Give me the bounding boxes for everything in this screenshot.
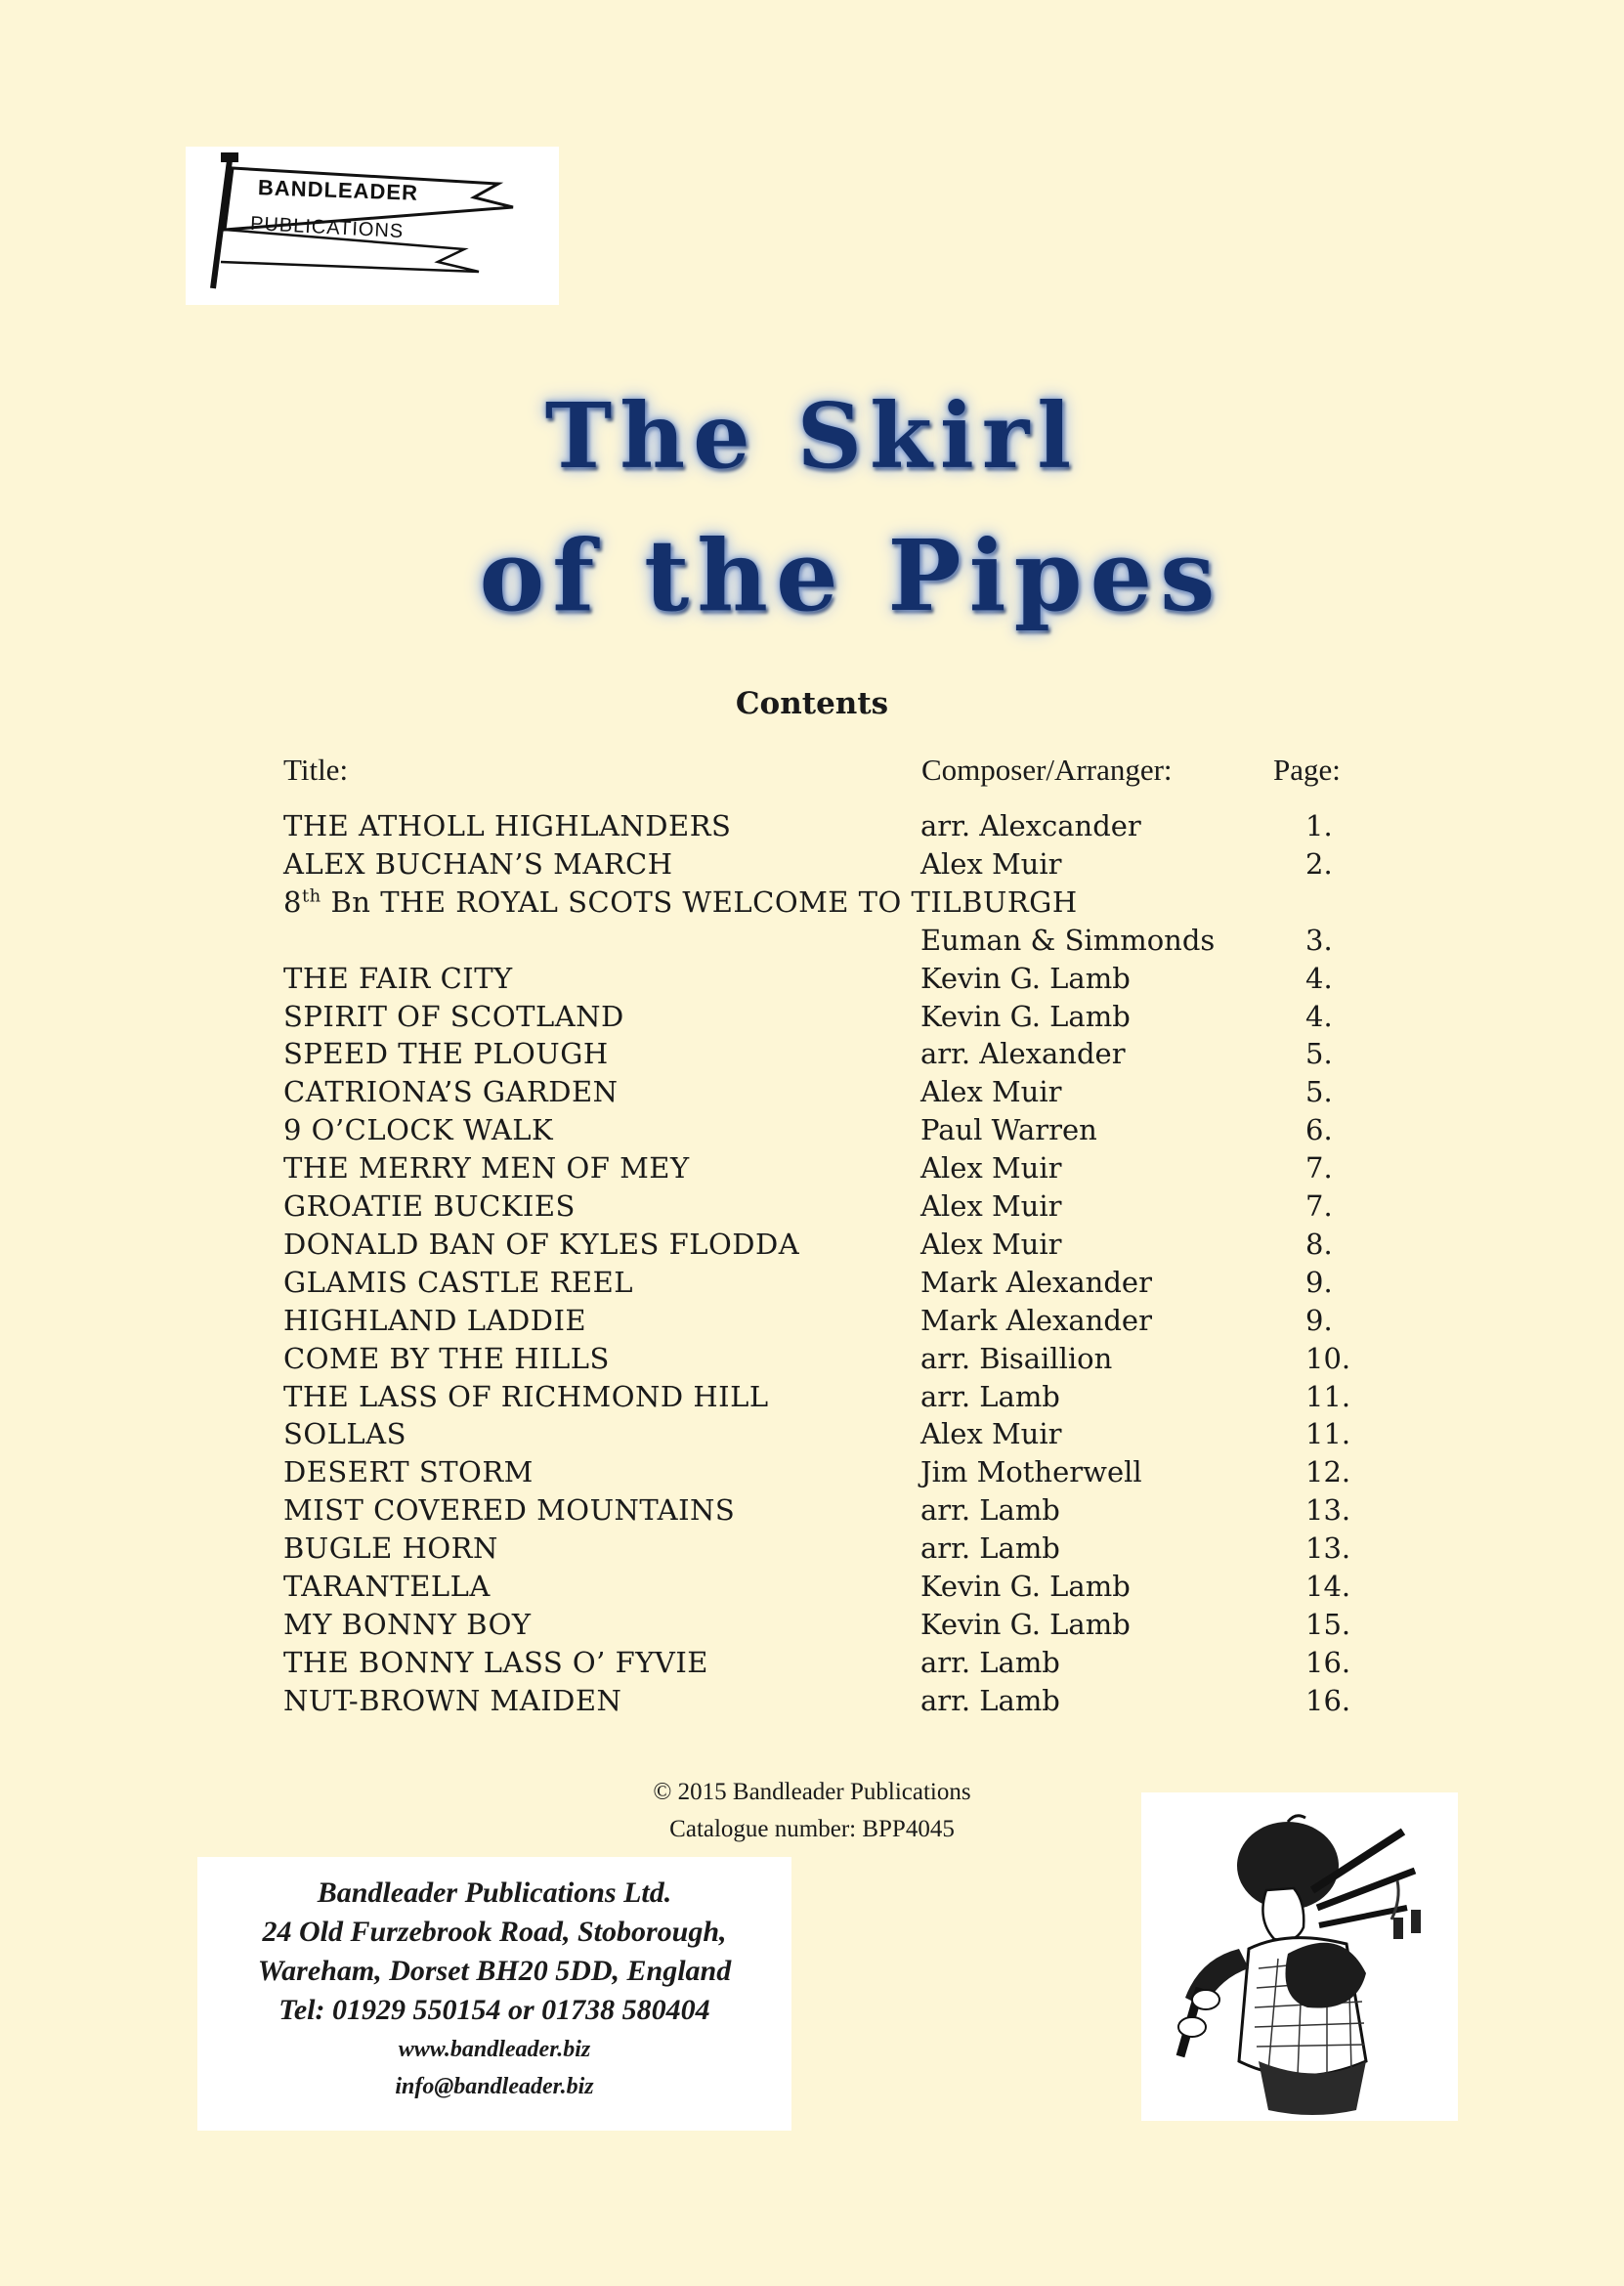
row-page: 10. — [1305, 1341, 1351, 1375]
row-page: 7. — [1305, 1151, 1333, 1186]
book-title-line-1: The Skirl — [544, 383, 1080, 489]
row-composer: Kevin G. Lamb — [920, 1570, 1131, 1603]
column-header-composer: Composer/Arranger: — [921, 753, 1173, 787]
row-composer: arr. Lamb — [920, 1683, 1060, 1717]
row-page: 13. — [1305, 1493, 1351, 1528]
row-title: HIGHLAND LADDIE — [283, 1303, 587, 1337]
table-row — [0, 924, 1624, 962]
row-composer: arr. Lamb — [920, 1645, 1060, 1679]
email-link[interactable]: info@bandleader.biz — [395, 2074, 594, 2099]
row-composer: Alex Muir — [920, 1417, 1062, 1451]
table-row — [0, 847, 1624, 885]
row-title: SOLLAS — [283, 1417, 406, 1451]
row-page: 15. — [1305, 1607, 1351, 1641]
row-title: THE LASS OF RICHMOND HILL — [283, 1379, 769, 1413]
row-page: 8. — [1305, 1227, 1333, 1261]
publisher-address-box — [197, 1857, 791, 2131]
row-title: THE FAIR CITY — [283, 961, 513, 995]
address-city: Wareham, Dorset BH20 5DD, England — [257, 1955, 732, 1987]
table-row — [0, 1266, 1624, 1304]
row-page: 16. — [1305, 1645, 1351, 1679]
row-composer: Alex Muir — [920, 846, 1062, 881]
row-page: 4. — [1305, 961, 1333, 995]
address-telephone: Tel: 01929 550154 or 01738 580404 — [278, 1994, 710, 2026]
row-page: 5. — [1305, 1075, 1333, 1109]
row-page: 9. — [1305, 1303, 1333, 1337]
row-composer: arr. Alexcander — [920, 809, 1141, 842]
table-row — [0, 1608, 1624, 1646]
row-composer: Paul Warren — [920, 1113, 1097, 1147]
row-title: DONALD BAN OF KYLES FLODDA — [283, 1227, 800, 1261]
row-composer: arr. Lamb — [920, 1531, 1060, 1566]
row-composer: arr. Lamb — [920, 1493, 1060, 1528]
row-page: 4. — [1305, 999, 1333, 1033]
table-row — [0, 885, 1624, 924]
row-title: GLAMIS CASTLE REEL — [283, 1265, 634, 1299]
row-title: MY BONNY BOY — [283, 1607, 532, 1641]
table-row — [0, 1455, 1624, 1493]
row-title: GROATIE BUCKIES — [283, 1189, 576, 1223]
row-page: 16. — [1305, 1683, 1351, 1717]
row-title: CATRIONA’S GARDEN — [283, 1075, 619, 1109]
column-header-title: Title: — [283, 753, 349, 787]
bagpiper-illustration — [1141, 1792, 1458, 2121]
row-title: NUT-BROWN MAIDEN — [283, 1683, 622, 1717]
row-page: 2. — [1305, 846, 1333, 881]
table-row — [0, 1189, 1624, 1228]
website-link[interactable]: www.bandleader.biz — [398, 2037, 591, 2062]
contents-heading: Contents — [735, 686, 889, 721]
row-composer: Kevin G. Lamb — [920, 1607, 1131, 1641]
row-page: 3. — [1305, 923, 1333, 957]
table-row — [0, 1113, 1624, 1151]
row-page: 7. — [1305, 1189, 1333, 1223]
table-row — [0, 1228, 1624, 1266]
table-row — [0, 1075, 1624, 1113]
row-composer: Alex Muir — [920, 1227, 1062, 1261]
row-page: 5. — [1305, 1037, 1333, 1071]
row-title: ALEX BUCHAN’S MARCH — [283, 846, 673, 881]
row-title: TARANTELLA — [283, 1570, 491, 1603]
table-row — [0, 1380, 1624, 1418]
row-composer: Euman & Simmonds — [920, 923, 1216, 957]
row-composer: arr. Bisaillion — [920, 1341, 1113, 1375]
row-composer: Alex Muir — [920, 1151, 1062, 1186]
row-title: MIST COVERED MOUNTAINS — [283, 1493, 736, 1528]
row-composer: Mark Alexander — [920, 1265, 1152, 1299]
company-name: Bandleader Publications Ltd. — [317, 1876, 672, 1909]
row-composer: Kevin G. Lamb — [920, 961, 1131, 995]
table-row — [0, 1531, 1624, 1570]
row-title: DESERT STORM — [283, 1455, 534, 1489]
row-title: THE ATHOLL HIGHLANDERS — [283, 809, 732, 842]
row-title: SPIRIT OF SCOTLAND — [283, 999, 624, 1033]
row-title: COME BY THE HILLS — [283, 1341, 610, 1375]
row-page: 1. — [1305, 809, 1333, 842]
row-page: 14. — [1305, 1570, 1351, 1603]
ordinal-superscript: th — [301, 885, 321, 907]
table-row — [0, 1417, 1624, 1455]
table-row — [0, 1342, 1624, 1380]
table-row — [0, 1493, 1624, 1531]
table-row — [0, 809, 1624, 847]
row-page: 9. — [1305, 1265, 1333, 1299]
row-page: 12. — [1305, 1455, 1351, 1489]
row-composer: arr. Lamb — [920, 1379, 1060, 1413]
row-composer: Alex Muir — [920, 1189, 1062, 1223]
row-page: 11. — [1305, 1417, 1351, 1451]
logo-line-1: BANDLEADER — [257, 175, 419, 205]
logo-line-2: PUBLICATIONS — [249, 212, 405, 243]
address-street: 24 Old Furzebrook Road, Stoborough, — [262, 1916, 727, 1948]
row-title: THE MERRY MEN OF MEY — [283, 1151, 690, 1186]
row-composer: Kevin G. Lamb — [920, 999, 1131, 1033]
row-page: 11. — [1305, 1379, 1351, 1413]
row-page: 13. — [1305, 1531, 1351, 1566]
row-title: SPEED THE PLOUGH — [283, 1037, 609, 1071]
book-title-line-2: of the Pipes — [479, 518, 1223, 633]
row-composer: Jim Motherwell — [920, 1455, 1142, 1489]
catalogue-number: Catalogue number: BPP4045 — [669, 1816, 955, 1842]
row-composer: Alex Muir — [920, 1075, 1062, 1109]
table-row — [0, 1570, 1624, 1608]
row-title: BUGLE HORN — [283, 1531, 498, 1566]
table-row — [0, 1037, 1624, 1075]
column-header-page: Page: — [1273, 753, 1341, 787]
table-row — [0, 1304, 1624, 1342]
row-composer: arr. Alexander — [920, 1037, 1126, 1071]
table-row — [0, 962, 1624, 1000]
table-row — [0, 1646, 1624, 1684]
publisher-logo — [186, 147, 559, 305]
row-title: 9 O’CLOCK WALK — [283, 1113, 554, 1147]
row-composer: Mark Alexander — [920, 1303, 1152, 1337]
table-row — [0, 1151, 1624, 1189]
table-row — [0, 1000, 1624, 1038]
copyright-line: © 2015 Bandleader Publications — [653, 1779, 971, 1805]
row-title: THE BONNY LASS O’ FYVIE — [283, 1645, 708, 1679]
row-page: 6. — [1305, 1113, 1333, 1147]
table-row — [0, 1684, 1624, 1722]
row-title: 8th Bn THE ROYAL SCOTS WELCOME TO TILBURGH — [283, 884, 1078, 919]
